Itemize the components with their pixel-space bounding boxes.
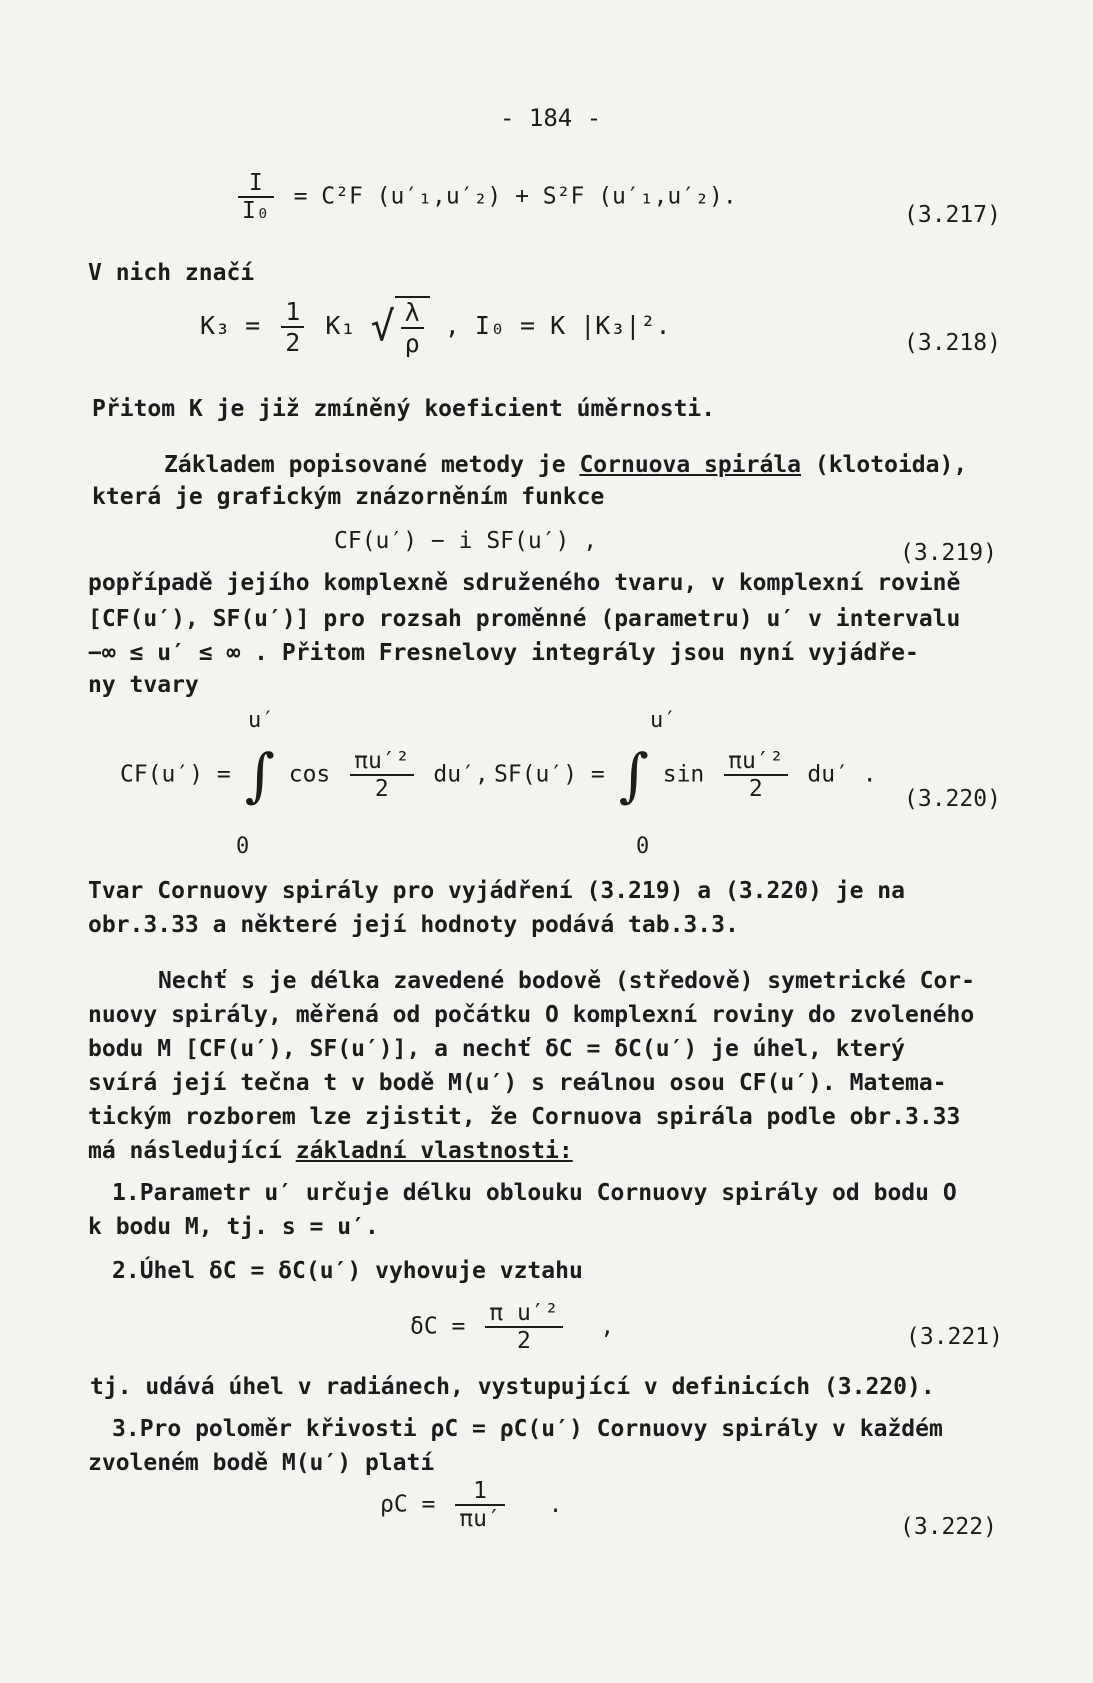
underlined-term: základní vlastnosti:: [295, 1138, 573, 1164]
equation-number-3-217: (3.217): [904, 202, 1001, 228]
root-denominator: ρ: [404, 329, 420, 358]
text: má následující: [88, 1138, 282, 1164]
equation-3-217: [232, 170, 737, 224]
integral-upper-limit-s: u′: [650, 708, 677, 733]
numerator: 1: [455, 1478, 505, 1506]
paragraph-4-line-6: [88, 1136, 573, 1166]
underlined-term: Cornuova spirála: [579, 452, 801, 478]
line-pritom: Přitom K je již zmíněný koeficient úměrnosti.: [92, 396, 716, 422]
paragraph-5-line: tj. udává úhel v radiánech, vystupující v definicích (3.220).: [90, 1374, 935, 1400]
fraction: [724, 748, 787, 802]
equation-3-222: [380, 1478, 563, 1532]
differential: du′ .: [807, 761, 877, 788]
equation-number-3-220: (3.220): [904, 786, 1001, 812]
equation-number-3-219: (3.219): [900, 540, 997, 566]
integral-sign: ∫: [244, 741, 275, 809]
numerator: π u′²: [485, 1300, 562, 1328]
numerator: πu′²: [724, 748, 787, 776]
paragraph-4-line-2: nuovy spirály, měřená od počátku O komplexní roviny do zvoleného: [88, 1002, 975, 1028]
equation-lhs: ρC =: [380, 1491, 436, 1518]
numerator: 1: [281, 297, 304, 328]
text: (klotoida),: [814, 452, 968, 478]
denominator: πu′: [459, 1506, 501, 1532]
fraction: [350, 748, 413, 802]
paragraph-3-line-2: obr.3.33 a některé její hodnoty podává tab.3.3.: [88, 912, 739, 938]
line-v-nich: V nich značí: [88, 260, 255, 286]
text: Základem popisované metody je: [164, 452, 566, 478]
function-name: cos: [288, 761, 331, 788]
paragraph-1-line-1: [164, 450, 967, 480]
sqrt-sign: √: [370, 304, 395, 350]
denominator: 2: [374, 776, 389, 802]
equation-3-219: CF(u′) − i SF(u′) ,: [334, 528, 598, 554]
paragraph-4-line-4: svírá její tečna t v bodě M(u′) s reálnou osou CF(u′). Matema-: [88, 1070, 947, 1096]
fraction-half: [281, 297, 304, 357]
item-1-line-1: 1.Parametr u′ určuje délku oblouku Cornuovy spirály od bodu O: [112, 1180, 957, 1206]
paragraph-4-line-3: bodu M [CF(u′), SF(u′)], a nechť δC = δC(u′) je úhel, který: [88, 1036, 905, 1062]
denominator: I₀: [242, 198, 270, 224]
equation-lhs: CF(u′) =: [120, 761, 231, 788]
equation-number-3-218: (3.218): [904, 330, 1001, 356]
equation-number-3-221: (3.221): [906, 1324, 1003, 1350]
paragraph-4-line-1: Nechť s je délka zavedené bodově (středově) symetrické Cor-: [158, 968, 975, 994]
punctuation: ,: [600, 1313, 615, 1340]
integral-lower-limit-s: 0: [636, 834, 650, 859]
item-3-line-1: 3.Pro poloměr křivosti ρC = ρC(u′) Cornuovy spirály v každém: [112, 1416, 943, 1442]
equation-3-221: [410, 1300, 614, 1354]
k1-symbol: K₁: [325, 311, 356, 340]
item-3-line-2: zvoleném bodě M(u′) platí: [88, 1450, 435, 1476]
equation-3-218: [200, 296, 671, 358]
item-2-line: 2.Úhel δC = δC(u′) vyhovuje vztahu: [112, 1258, 583, 1284]
denominator: 2: [285, 328, 301, 357]
punctuation: .: [548, 1491, 563, 1518]
paragraph-2-line-1: popřípadě jejího komplexně sdruženého tvaru, v komplexní rovině: [88, 570, 961, 596]
paragraph-1-line-2: která je grafickým znázorněním funkce: [92, 484, 605, 510]
equation-lhs: K₃ =: [200, 311, 261, 340]
equation-rhs: = C²F (u′₁,u′₂) + S²F (u′₁,u′₂).: [293, 183, 737, 210]
differential: du′,: [433, 761, 489, 788]
paragraph-3-line-1: Tvar Cornuovy spirály pro vyjádření (3.219) a (3.220) je na: [88, 878, 905, 904]
equation-3-220-sine: [494, 741, 877, 809]
fraction: [455, 1478, 505, 1532]
root-numerator: λ: [401, 298, 424, 329]
numerator: πu′²: [350, 748, 413, 776]
paragraph-2-line-2: [CF(u′), SF(u′)] pro rozsah proměnné (parametru) u′ v intervalu: [88, 606, 961, 632]
paragraph-2-line-4: ny tvary: [88, 672, 199, 698]
equation-3-220-cosine: [120, 741, 489, 809]
function-name: sin: [662, 761, 705, 788]
integral-upper-limit-c: u′: [248, 708, 275, 733]
equation-number-3-222: (3.222): [900, 1514, 997, 1540]
equation-rhs: , I₀ = K |K₃|².: [444, 311, 671, 340]
equation-lhs: SF(u′) =: [494, 761, 605, 788]
paragraph-2-line-3: −∞ ≤ u′ ≤ ∞ . Přitom Fresnelovy integrály jsou nyní vyjádře-: [88, 640, 919, 666]
paragraph-4-line-5: tickým rozborem lze zjistit, že Cornuova spirála podle obr.3.33: [88, 1104, 961, 1130]
integral-lower-limit-c: 0: [236, 834, 250, 859]
page-number: - 184 -: [500, 104, 602, 132]
fraction: [485, 1300, 562, 1354]
denominator: 2: [748, 776, 763, 802]
denominator: 2: [516, 1328, 531, 1354]
item-1-line-2: k bodu M, tj. s = u′.: [88, 1214, 379, 1240]
fraction-intensity: [238, 170, 274, 224]
equation-lhs: δC =: [410, 1313, 466, 1340]
integral-sign: ∫: [618, 741, 649, 809]
sqrt-body: [395, 296, 430, 358]
numerator: I: [238, 170, 274, 198]
